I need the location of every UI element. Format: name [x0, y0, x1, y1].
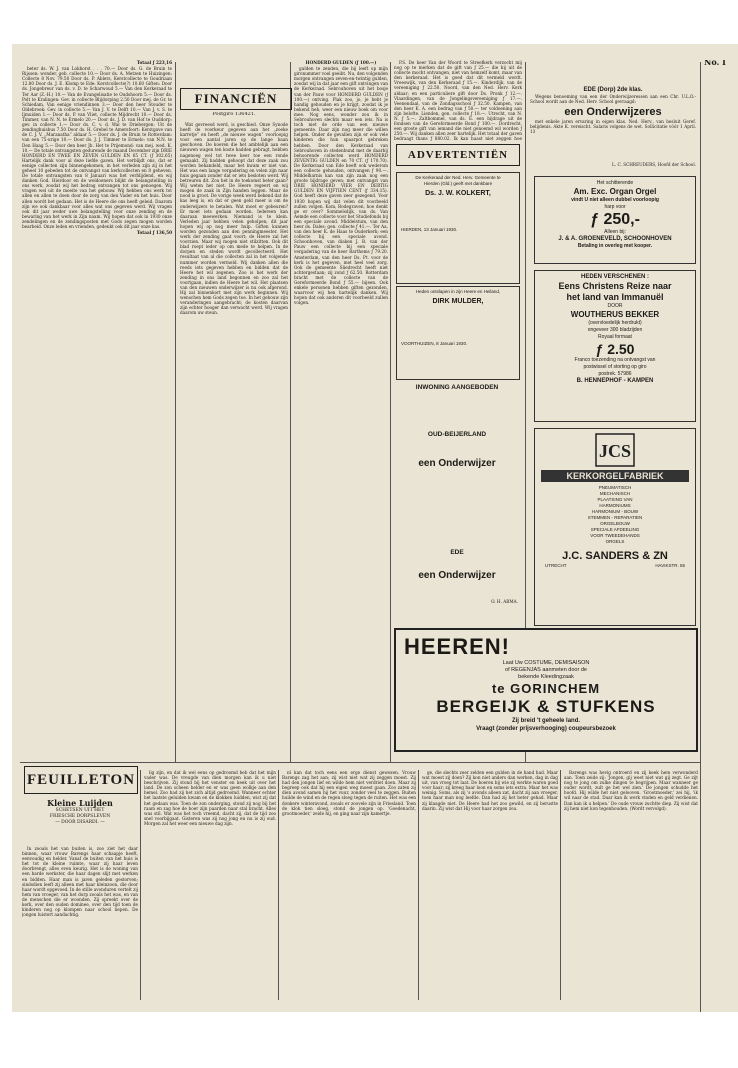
column-rule	[390, 62, 391, 762]
column-collecten	[294, 60, 388, 760]
feuilleton-col-5: Barengs was hevig ontroerd en zij keek hem verwonderd aan. Toen zeide zij: 'Jongen, gij weet niet wat gij zegt. Ge zijt nog te jong om zulke dingen te begrijpen. Maar wanneer ge ouder wordt, zult ge het wel zien.' De jongen schudde het hoofd. Hij wilde het niet gelooven. 'Grootmoeder,' zei hij, 'ik wil naar de stad. Daar kan ik werk vinden en geld verdienen. Dan kan ik u helpen.' De oude vrouw zuchtte diep. Zij wist dat zij hem niet kon tegenhouden. (Wordt vervolgd).	[564, 770, 698, 811]
column-rule	[278, 770, 279, 1000]
article-text: met enkele jaren ervaring in eigen klas. Ned. Herv., van besluit Geref. belijdenis. Akte K. vereischt. Salaris volgens de wet. Sollicitatie vóór 1 April. 13	[530, 119, 696, 135]
article-text: beter ds. W. J. van Lokhorst . . . 70.— Door ds. G. de Bruin te Rijssen: wonder, geb. collecte 10.— Door ds. A. Metzen te Huizingen: Collecte 8 Nov. 79.50 Door ds. P. Ablers, Kerstcollecte te Goudriaan 12.80 Door ds. J. E. Klomp te Ede: Kerstcollecte(?) 10.60 Giften: Door ds. Jongebreur van ds. v. D. te Scharwoud 5.— Van den Kerkeraad te Ter Aar (Z.-H.) 10.— Van de Evangelisatie te Oudshoorn 5.— Door ds. Polt te Kralingen: Gev. in collecte Blijdorping 2.50 Door mej. de Gr. te Schiedam, Van eenige vriendinnen 3.— Door den heer Stouder te Oldebroek: Gev. in collecte 5.— Van J. V. te Delft 10.— Van J. v. S. te Ijmuiden 1.— Door ds. P. van Vliet, collecte Mijdrecht 10.— Door ds. Timmer, van N. N. te Ermelo 20.— Door ds. J. D. van Hof te Ouddorp: gev. in collecte 1.— Door ds. C. v. d. Wal te Driebergen: Uit de zendinghuisbus 7.50 Door ds. H. Grebel te Amersfoort: Kerstgave van de C. J. V. „Maranatha” aldaar 5.— Door ds. J. de Bruin te Rotterdam: van een 75-urige 10.— Door ds. J. J. Timmer te Ermelo: van N.N. te Den Haag 5.— Door den heer Jb. Het te Prijemond: van mej. wed. K. 10.— De totale ontvangsten gedurende de maand December zijn DRIE HONDERD EN TWEE EN ZEVEN GULDEN EN 65 CT. (ƒ 302.65) Hartelijk dank voor al deze liefde gaven. Het verblijdt ons, dat er eenige collecten zijn binnengekomen, in het verleden zijn zij in het geheel 10 gebeden tot de ontvangst van kerkcollecten en 8 geheven. De totale ontvangsten van 8 Januari was het verblijdend, en wij danken God. Hierdoor en de weldoeners blijkt de belangstelling in ons werk, zoodat wij het bedrag ontvangen tot ons genoegen. Wij vragen wel uit de moeite van het gebouw. Wij hebben ons werk tot allen en allen te doen door de zorg van den Vader en het huis. Door allen wordt het gedaan. Het is de Heere die ons heeft geleid. Daarom zijn we ook dankbaar voor alles wat ons gegeven werd. Wij vragen ook dit jaar weder uwe belangstelling voor onze zending en de bewaring van het werk in Zijn naam. Wij hopen dat ook in 1930 onze zendelingen en de zendingsposten met Gods zegen mogen worden bearbeid. Onze leden en vrienden, gedenkt ook dit jaar onze kas.	[22, 66, 172, 229]
column-rule	[140, 770, 141, 1000]
svg-text:JCS: JCS	[598, 441, 632, 461]
section-rule	[20, 762, 700, 763]
article-text: gulden te zenden, die bij leeft op mijn gironummer voel geeibt. Nu, den volgenden morgen ontvangen zeven-en-twintig gulden, zoodat wij in dat jaar een gift ontvingen van de Kerkeraad. Sebrouhoven uit het bosje van der Pauw voor HONDERD GULDEN (ƒ 100.—) ontving. Plak zoo, jo, je hebt je handig gehouden en je krijgt, zoodat ik je bekend heb, weer een nieuw boek om voor mee. Nog eens, wonder zou ik in Sebrouhoven slechts maar een iets. Na is toch niet de orde van een nieuwe gemeente. Daar zijn nog meer die willen helpen. Onder de gevallen zijn er ook vele kinderen die hun spaarpot gebroken hebben. Door den Kerkeraad van Sebrouhoven in stedenbund met de daarbij behoorende collecten werd HONDERD ZEVENTIG GULDEN en 70 CT. (ƒ 170.70). De Kerkeraad van Ede heeft ook wederom een collecte gehouden, ontvangen ƒ 90.—. Middelharnis kan van zijn zaak nog een groote bijdrage geven; met ontvangst van DRIE HONDERD VIER EN DERTIG GULDEN EN VIJFTIEN CENT (ƒ 334.15). God heeft deze gaven zeer gezegend. Voor 1930 hopen wij dat velen dit voorbeeld zullen volgen. Kom, Bodegraven, hoe denkt ge er over? Sommelsdijk, van ds. Van Aemde een collecte voor het Studiefonds bij een speciale avond. Middelstum, van den heer ds. Dales; gen. collecte ƒ 41.—. Ter Aa, van den heer K. de Haas te Ouderkerk; een collecte bij een speciale avond. Schoonhoven, van diaken J. B. van der Pauw een collecte bij een speciale vergadering van de heer Barthems ƒ 79.20. Amsterdam, van den heer Ds. Pt. voor de kerk is het gegeven, met heel veel zorg. Ook de gemeente Sliedrecht heeft niet achtergestaan; zij zond ƒ 62.50. Rotterdam bracht met de collecte van de Gereformeerde Bond ƒ 55.— bijeen. Ook enkele personen hebben giften gezonden, waarvoor wij hen hartelijk danken. Wij hopen dat ook anderen dit voorbeeld zullen volgen.	[294, 66, 388, 306]
kerkorgelfabriek-ad: JCS KERKORGELFABRIEK PNEUMATISCH MECHANISCH PLAATSING VAN HARMONIUMS HARMONIUM - BOUW STEMMEN - REPARATIEN ORGELBOUW SPECIALE AFDEELING VOOR TWEEDEHANDS ORGELS J.C. SANDERS & ZN UTRECHT HAVIKSTR. 55	[534, 428, 696, 626]
postgiro-line: Postgiro 136421.	[212, 112, 256, 117]
masthead-fragment: No. I	[704, 60, 726, 67]
article-text: Wegens benoeming van een der Onderwijzeressen aan een Chr. U.L.O.-School wordt aan de Ned. Herv. School gevraagd:	[530, 94, 696, 105]
inwoning-ad: INWONING AANGEBODEN	[415, 384, 499, 391]
mulder-ad: Heden ontslapen in zijn Heere en Heiland, DIRK MULDER, VOORTHUIZEN, 8 Januari 1930.	[396, 286, 520, 380]
column-rule	[175, 62, 176, 762]
feuilleton-col-1: In zooals het van buiten is, zoo ziet het daar binnen, waar vrouw Barengs haar schaapje heeft, eenvoudig en helder. Vanaf de buiten van het huis is het tot de kleine ruimte, waar zij haar leven doorbrengt, alles even keurig. Het is de woning van een harde werkster, die haar dagen slijt met werken en bidden. Haar man is jaren geleden gestorven; sindsdien leeft zij alleen met haar kleinzoon, die door haar wordt opgevoed. In de stille avonduren vertelt zij hem van vroeger, van het dorp zooals het was, en van de menschen die er woonden. Zij spreekt over de kerk, over den ouden dominee, over den tijd toen de kinderen nog op klompen naar school liepen. De jongen luistert aandachtig.	[22, 846, 138, 918]
kolkert-ad: De Kerkeraad der Ned. Herv. Gemeente te Hierden (Gld.) geeft met dankbare Ds. J. W. KOLKERT, HIERDEN, 13 Januari 1930.	[396, 172, 520, 284]
column-rule	[560, 770, 561, 1000]
article-text: Wat gevreesd werd, is geschied. Onze Synode heeft de voorkeur gegeven aan het „zoeke karretje” en heeft „de nieuwe wagen” voorloopig voor een aantal jaren op de lange baan geschoven. De koeren die het ambtelijk aan een nieuwen wagen ten koste hadden gebragt, hebben nagenoeg wel tot twee keer toe een ronde gemaakt. Zij hadden gehoopt dat deze zaak zou worden behandeld, maar het kwam er niet van. Het was een lange vergadering en velen zijn naar huis gegaan zonder dat er iets besloten werd. Wij betreuren dit. Zou het in de toekomst beter gaan? Wij weten het niet. De Heere regeert en wij mogen de zaak in Zijn handen leggen. Maar de nood is groot. De vorige week werd bekend dat de kas leeg is, en dat er geen geld meer is om de onderwijzers te betalen. Wat moet er gebeuren? Er moet iets gedaan worden. Iedereen kan daaraan meewerken. Niemand is te klein. Verleden jaar hebben velen geholpen; dit jaar hopen wij op nog meer hulp. Giften kunnen worden gezonden aan den penningmeester. Het werk der zending gaat voort; de Heere zal het voorzien. Maar wij mogen niet stilzitten. Ook dit blad roept ieder op om mede te helpen. In de dorpen en steden wordt gecollecteerd. Het resultaat van al die collecten zal in het volgende nummer worden vermeld. Wij danken allen die reeds iets gegeven hebben en bidden dat de Heere het wil zegenen. Zoo is het werk der zending in ons land begonnen en zoo zal het voortgaan, indien de Heere het wil. Het plaatsen van den nieuwen onderwijzer is nu ook afgerond. Hij zal binnenkort met zijn werk beginnen. Wij wenschen hem Gods zegen toe. In het gebouw zijn veranderingen aangebracht; de kosten daarvan zijn echter hooger dan verwacht werd. Wij vragen daarom uw steun.	[180, 122, 288, 316]
advertentien-heading: ADVERTENTIËN	[396, 144, 520, 166]
schreuders-line: L. C. SCHREUDERS, Hoofd der School.	[612, 162, 696, 167]
feuilleton-title-block: Kleine Luijden SCHETSEN UIT HET FRIESCHE DORPSLEVEN — DOOR DISARDI. —	[47, 798, 113, 825]
column-rule	[418, 770, 419, 1000]
totaal-line-1: Totaal ƒ 223,16	[136, 60, 172, 65]
financien-heading: FINANCIËN	[180, 88, 292, 110]
column-rule	[290, 62, 291, 762]
oud-beijerland-ad: OUD-BEIJERLAND een Onderwijzer	[418, 431, 496, 469]
book-ad: HEDEN VERSCHENEN : Eens Christens Reize naar het land van Immanuël DOOR WOUTHERUS BEKKER (overvloedelijk herdrukt) ongeveer 300 bladzijden Royaal formaat ƒ 2.50 Franco toezending na ontvangst van postwissel of storting op giro postrek. 57986 B. HENNEPHOF - KAMPEN	[534, 270, 696, 422]
column-rule	[700, 62, 701, 1012]
column-ps	[394, 60, 522, 142]
totaal-line-2: Totaal ƒ 136,50	[136, 230, 172, 236]
article-text: P.S. De heer Van der Woord te Streefkerk verzocht mij nog op te merken dat de gift van ƒ 25.— die hij uit de collecte mocht ontvangen, niet van hemzelf komt, maar van den kerkeraad. Het is goed dat dit vermeld wordt. Vreeswijk, van den Kerkeraad ƒ 15.—. Kinderdijk, van de vereeniging ƒ 22.50. Noord, van den Ned. Herv. Kerk aldaar; en een particuliere gift door Ds. Pronk ƒ 12.—. Vlaardingen, van de Jongelingsvereeniging ƒ 17.—. Veenendaal, van de Zondagsschool ƒ 32.50. Kampen, van den heer K. A. een bedrag van ƒ 50.— ter voldoening aan zijn belofte. Lienden, gen. collecte ƒ 18.—. Utrecht, van N. N. ƒ 5.—. Zaltbommel, van ds. E. een bijdrage uit de fondsen van de Gereformeerde Bond ƒ 100.—. Dordrecht, een groote gift van iemand die niet genoemd wil worden ƒ 250.—. Wij danken allen zeer hartelijk. Het totaal der gaven bedraagt thans ƒ 880.02. Ik kan haast niet zeggen hoe	[394, 60, 522, 142]
gift-heading: HONDERD GULDEN (ƒ 100.—)	[305, 60, 377, 65]
feuilleton-col-4: ge, die slechts zeer zelden een gulden in de hand had. Maar wat moest zij doen? Zij kon niet anders dan werken, dag in dag uit, van vroeg tot laat. De boeren bij wie zij werkte waren goed voor haar; zij kreeg haar loon en soms iets extra. Maar het was weinig. Soms, als zij 's avonds alleen zat, dacht zij aan vroeger, toen haar man nog leefde. Dan had zij het beter gehad. Maar zij klaagde niet. De Heere had het zoo gewild, en zij berustte daarin. Zij wist dat Hij voor haar zorgen zou.	[422, 770, 558, 811]
ede-onderwijzeres-ad: EDE (Dorp) 2de klas. Wegens benoeming van een der Onderwijzeressen aan een Chr. U.L.O.-School wordt aan de Ned. Herv. School gevraagd: een Onderwijzeres met enkele jaren ervaring in eigen klas. Ned. Herv., van besluit Geref. belijdenis. Akte K. vereischt. Salaris volgens de wet. Sollicitatie vóór 1 April. 13	[530, 87, 696, 135]
column-giften	[22, 60, 172, 760]
heeren-ad: HEEREN! Laat Uw COSTUME, DEMISAISON of REGENJAS aanmeten door de bekende Kleedingzaak te GORINCHEM BERGEIJK & STUFKENS Zij breid 't geheele land. Vraagt (zonder prijsverhooging) coupeursbezoek	[394, 628, 698, 752]
organ-ad: Het schitterende Am. Exc. Organ Orgel vindt U niet alleen dubbel voorloopig harp voor ƒ 250,- Alleen bij: J. & A. GROENEVELD, SCHOONHOVEN Betaling in overleg met kooper.	[534, 176, 696, 264]
feuilleton-col-3: nl kan dat toch eens een erge dienst gewezen. Vrouw Barengs zag het aan; zij wist niet wat zij zeggen moest. Zij had den jongen lief en wilde hem niet verdriet doen. Maar zij begreep ook dat hij een eigen weg moest gaan. Zoo zaten zij dien avond samen bij het vuur, zonder veel te zeggen. Buiten huilde de wind en de regen sloeg tegen de ruiten. Het was een donkere winteravond, zooals er zoovele zijn in Friesland. Toen de klok tien sloeg, stond de jongen op. 'Goedenacht, grootmoeder,' zeide hij, en ging naar zijn kamertje.	[282, 770, 416, 816]
feuilleton-heading: FEUILLETON	[24, 766, 138, 794]
column-financien	[180, 122, 288, 762]
ede-onderwijzer-ad: EDE een Onderwijzer O. H. ABMA.	[418, 549, 518, 604]
jcs-logo-icon	[595, 433, 635, 467]
feuilleton-col-2: lig zijn, en dat ik wel eens op gedroomd heb dat het mijn vader was. De vreugde van dien morgen kan ik u niet beschrijven. Zij stond bij het venster en keek uit over het land. De zon scheen helder en er was geen wolkje aan den hemel. Zoo had zij het zich altijd gedroomd. Wanneer echter het laatste geluiden kwam en de klokken luidden, wist zij dat het gedaan was. Toen de zon onderging, stond zij nog bij het raam en zag hoe de boer zijn paarden naar stal bracht. Alles was stil. Wat was het toch vreemd, dacht zij, dat de tijd zoo snel voorbijgaat. Gisteren was zij nog jong en nu is zij oud. Morgen zal het weer een nieuwe dag zijn.	[144, 770, 276, 826]
